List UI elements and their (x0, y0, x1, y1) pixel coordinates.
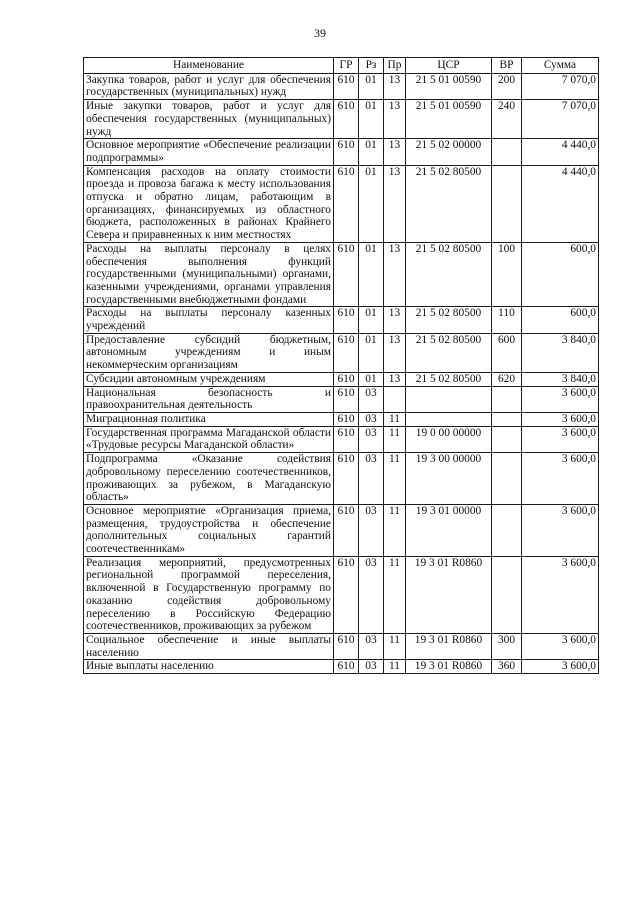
table-row (84, 372, 599, 386)
header-gr: ГР (334, 58, 359, 74)
cell-gr: 610 (334, 412, 359, 426)
cell-vr (492, 412, 522, 426)
cell-gr: 610 (334, 333, 359, 372)
cell-rz: 03 (359, 504, 384, 556)
cell-sum: 3 600,0 (522, 556, 599, 633)
cell-vr (492, 165, 522, 242)
cell-rz: 03 (359, 633, 384, 659)
cell-rz: 03 (359, 412, 384, 426)
cell-gr: 610 (334, 386, 359, 412)
cell-vr (492, 386, 522, 412)
cell-vr (492, 426, 522, 452)
cell-gr: 610 (334, 504, 359, 556)
cell-name: Компенсация расходов на оплату стоимости проезда и провоза багажа к месту использования отпуска и обратно лицам, работающим в организациях, финансируемых из областного бюджета, расположенных в районах Крайнего Севера и приравненных к ним местностях (84, 165, 334, 242)
cell-pr: 13 (384, 139, 406, 165)
cell-gr: 610 (334, 633, 359, 659)
cell-vr: 200 (492, 73, 522, 99)
cell-pr: 13 (384, 73, 406, 99)
cell-vr: 300 (492, 633, 522, 659)
table-row (84, 242, 599, 307)
cell-vr (492, 453, 522, 505)
cell-pr: 11 (384, 633, 406, 659)
header-sum: Сумма (522, 58, 599, 74)
cell-csr: 19 0 00 00000 (406, 426, 492, 452)
cell-pr: 13 (384, 165, 406, 242)
cell-name: Расходы на выплаты персоналу в целях обеспечения выполнения функций государственными (муниципальными) органами, казенными учреждениями, органами управления государственными внебюджетными фондами (84, 242, 334, 307)
cell-csr: 21 5 01 00590 (406, 73, 492, 99)
cell-sum: 3 600,0 (522, 412, 599, 426)
cell-gr: 610 (334, 165, 359, 242)
cell-csr: 21 5 01 00590 (406, 100, 492, 139)
cell-rz: 01 (359, 73, 384, 99)
cell-name: Иные выплаты населению (84, 660, 334, 674)
cell-csr: 19 3 00 00000 (406, 453, 492, 505)
cell-sum: 3 600,0 (522, 426, 599, 452)
cell-pr: 13 (384, 100, 406, 139)
table-header (84, 58, 599, 74)
cell-vr: 360 (492, 660, 522, 674)
cell-name: Социальное обеспечение и иные выплаты населению (84, 633, 334, 659)
table-row (84, 453, 599, 505)
cell-vr: 620 (492, 372, 522, 386)
table-row (84, 633, 599, 659)
cell-sum: 600,0 (522, 307, 599, 333)
cell-sum: 3 600,0 (522, 453, 599, 505)
cell-sum: 3 840,0 (522, 372, 599, 386)
cell-gr: 610 (334, 73, 359, 99)
cell-vr (492, 504, 522, 556)
cell-pr: 13 (384, 372, 406, 386)
cell-pr: 11 (384, 426, 406, 452)
table-row (84, 426, 599, 452)
cell-gr: 610 (334, 556, 359, 633)
cell-csr: 21 5 02 80500 (406, 242, 492, 307)
cell-csr: 21 5 02 80500 (406, 333, 492, 372)
cell-sum: 3 600,0 (522, 633, 599, 659)
cell-name: Предоставление субсидий бюджетным, автономным учреждениям и иным некоммерческим организациям (84, 333, 334, 372)
cell-pr (384, 386, 406, 412)
cell-name: Субсидии автономным учреждениям (84, 372, 334, 386)
cell-csr (406, 412, 492, 426)
cell-sum: 4 440,0 (522, 165, 599, 242)
cell-name: Основное мероприятие «Обеспечение реализации подпрограммы» (84, 139, 334, 165)
cell-name: Основное мероприятие «Организация приема, размещения, трудоустройства и обеспечение дополнительных социальных гарантий соотечественникам» (84, 504, 334, 556)
cell-csr: 21 5 02 80500 (406, 372, 492, 386)
cell-csr: 21 5 02 80500 (406, 165, 492, 242)
cell-rz: 03 (359, 556, 384, 633)
cell-gr: 610 (334, 372, 359, 386)
cell-pr: 11 (384, 453, 406, 505)
cell-sum: 4 440,0 (522, 139, 599, 165)
table-row (84, 660, 599, 674)
cell-pr: 11 (384, 504, 406, 556)
cell-pr: 13 (384, 333, 406, 372)
cell-name: Подпрограмма «Оказание содействия добровольному переселению соотечественников, проживающих за рубежом, в Магаданскую область» (84, 453, 334, 505)
cell-rz: 01 (359, 242, 384, 307)
cell-vr: 100 (492, 242, 522, 307)
cell-rz: 03 (359, 453, 384, 505)
cell-rz: 03 (359, 426, 384, 452)
cell-gr: 610 (334, 453, 359, 505)
cell-sum: 7 070,0 (522, 100, 599, 139)
cell-rz: 01 (359, 165, 384, 242)
cell-name: Государственная программа Магаданской области «Трудовые ресурсы Магаданской области» (84, 426, 334, 452)
cell-gr: 610 (334, 242, 359, 307)
cell-gr: 610 (334, 426, 359, 452)
cell-vr: 600 (492, 333, 522, 372)
cell-sum: 600,0 (522, 242, 599, 307)
cell-rz: 01 (359, 372, 384, 386)
cell-csr: 19 3 01 R0860 (406, 660, 492, 674)
cell-csr: 19 3 01 R0860 (406, 633, 492, 659)
cell-name: Расходы на выплаты персоналу казенных учреждений (84, 307, 334, 333)
table-row (84, 307, 599, 333)
cell-rz: 01 (359, 333, 384, 372)
cell-gr: 610 (334, 139, 359, 165)
cell-name: Закупка товаров, работ и услуг для обеспечения государственных (муниципальных) нужд (84, 73, 334, 99)
header-row (84, 58, 599, 74)
table-row (84, 504, 599, 556)
cell-name: Национальная безопасность и правоохранительная деятельность (84, 386, 334, 412)
cell-vr (492, 556, 522, 633)
header-rz: Рз (359, 58, 384, 74)
cell-pr: 13 (384, 242, 406, 307)
page-number: 39 (314, 26, 326, 40)
table-row (84, 139, 599, 165)
cell-csr (406, 386, 492, 412)
cell-csr: 19 3 01 00000 (406, 504, 492, 556)
cell-csr: 21 5 02 80500 (406, 307, 492, 333)
cell-pr: 11 (384, 660, 406, 674)
cell-rz: 03 (359, 386, 384, 412)
budget-table (83, 57, 599, 674)
table-row (84, 100, 599, 139)
cell-rz: 01 (359, 139, 384, 165)
cell-vr: 240 (492, 100, 522, 139)
header-name: Наименование (84, 58, 334, 74)
cell-sum: 3 600,0 (522, 660, 599, 674)
cell-vr: 110 (492, 307, 522, 333)
cell-pr: 11 (384, 412, 406, 426)
cell-gr: 610 (334, 660, 359, 674)
cell-vr (492, 139, 522, 165)
table-row (84, 386, 599, 412)
cell-rz: 01 (359, 307, 384, 333)
cell-sum: 3 600,0 (522, 386, 599, 412)
table-row (84, 165, 599, 242)
cell-gr: 610 (334, 307, 359, 333)
cell-sum: 3 840,0 (522, 333, 599, 372)
cell-sum: 7 070,0 (522, 73, 599, 99)
cell-rz: 01 (359, 100, 384, 139)
header-vr: ВР (492, 58, 522, 74)
table-row (84, 556, 599, 633)
cell-gr: 610 (334, 100, 359, 139)
header-pr: Пр (384, 58, 406, 74)
cell-pr: 11 (384, 556, 406, 633)
table-body (84, 73, 599, 673)
cell-name: Реализация мероприятий, предусмотренных региональной программой переселения, включенной в Государственную программу по оказанию содействия добровольному переселению в Российскую Федерацию соотечественников, проживающих за рубежом (84, 556, 334, 633)
table-row (84, 73, 599, 99)
cell-sum: 3 600,0 (522, 504, 599, 556)
table-row (84, 333, 599, 372)
cell-rz: 03 (359, 660, 384, 674)
cell-pr: 13 (384, 307, 406, 333)
cell-name: Иные закупки товаров, работ и услуг для обеспечения государственных (муниципальных) нужд (84, 100, 334, 139)
cell-csr: 19 3 01 R0860 (406, 556, 492, 633)
cell-name: Миграционная политика (84, 412, 334, 426)
table-row (84, 412, 599, 426)
cell-csr: 21 5 02 00000 (406, 139, 492, 165)
header-csr: ЦСР (406, 58, 492, 74)
